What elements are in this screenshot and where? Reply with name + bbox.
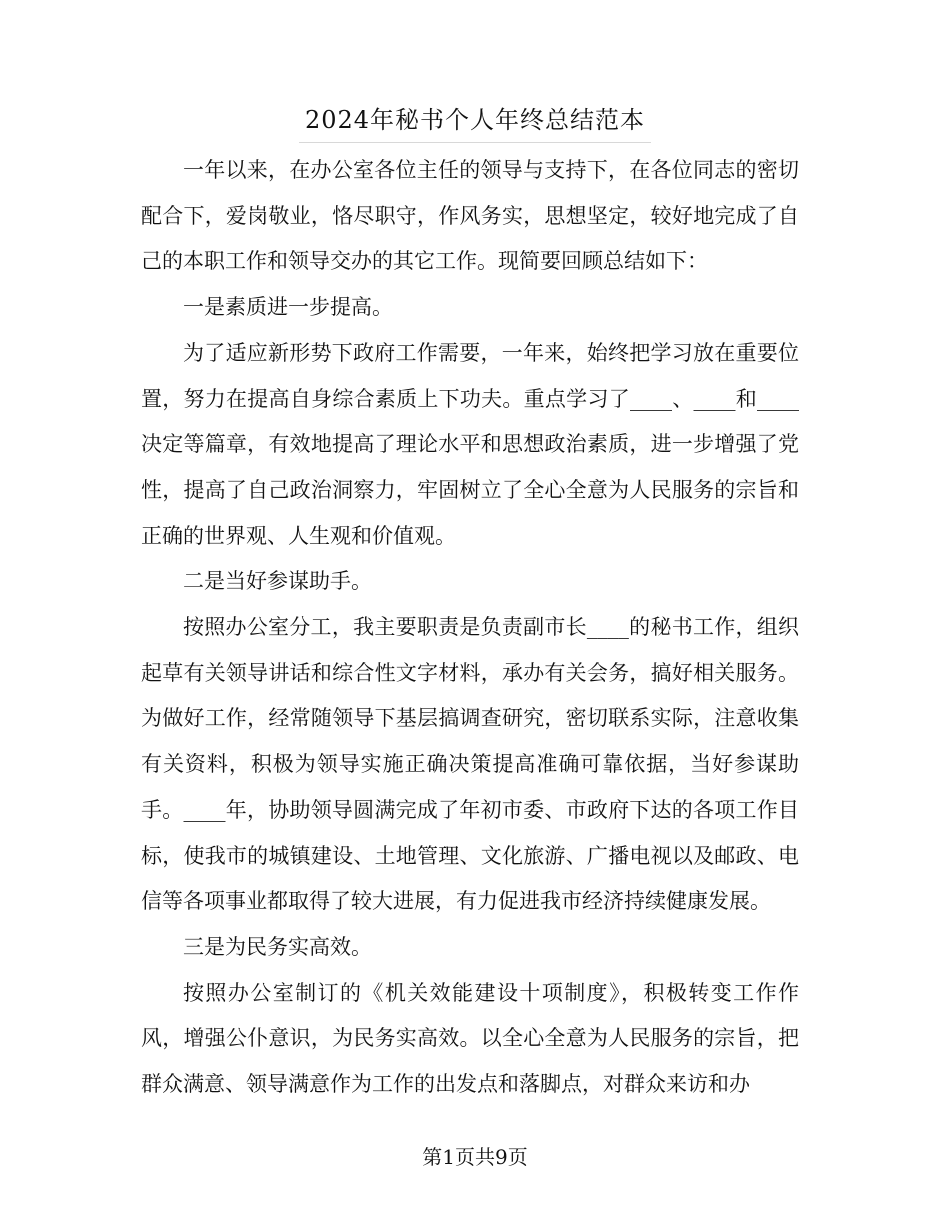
paragraph-efficiency: 按照办公室制订的《机关效能建设十项制度》，积极转变工作作风，增强公仆意识，为民务实高效。以全心全意为人民服务的宗旨，把群众满意、领导满意作为工作的出发点和落脚点，对群众来访和办 [141,980,799,1097]
document-body [141,148,799,1108]
paragraph-advisor: 按照办公室分工，我主要职责是负责副市长____的秘书工作，组织起草有关领导讲话和综合性文字材料，承办有关会务，搞好相关服务。为做好工作，经常随领导下基层搞调查研究，密切联系实际，注意收集有关资料，积极为领导实施正确决策提高准确可靠依据，当好参谋助手。____年，协助领导圆满完成了年初市委、市政府下达的各项工作目标，使我市的城镇建设、土地管理、文化旅游、广播电视以及邮政、电信等各项事业都取得了较大进展，有力促进我市经济持续健康发展。 [141,615,799,914]
paragraph-intro: 一年以来，在办公室各位主任的领导与支持下，在各位同志的密切配合下，爱岗敬业，恪尽职守，作风务实，思想坚定，较好地完成了自己的本职工作和领导交办的其它工作。现简要回顾总结如下： [141,158,799,274]
heading-advisor: 二是当好参谋助手。 [183,569,372,594]
title-area [0,100,950,143]
page-number: 第1页共9页 [422,1145,528,1169]
heading-efficiency: 三是为民务实高效。 [183,934,372,959]
document-title: 2024年秘书个人年终总结范本 [299,100,651,143]
paragraph-quality: 为了适应新形势下政府工作需要，一年来，始终把学习放在重要位置，努力在提高自身综合素质上下功夫。重点学习了____、____和____决定等篇章，有效地提高了理论水平和思想政治素质，进一步增强了党性，提高了自己政治洞察力，牢固树立了全心全意为人民服务的宗旨和正确的世界观、人生观和价值观。 [141,340,799,548]
heading-quality: 一是素质进一步提高。 [183,295,393,320]
